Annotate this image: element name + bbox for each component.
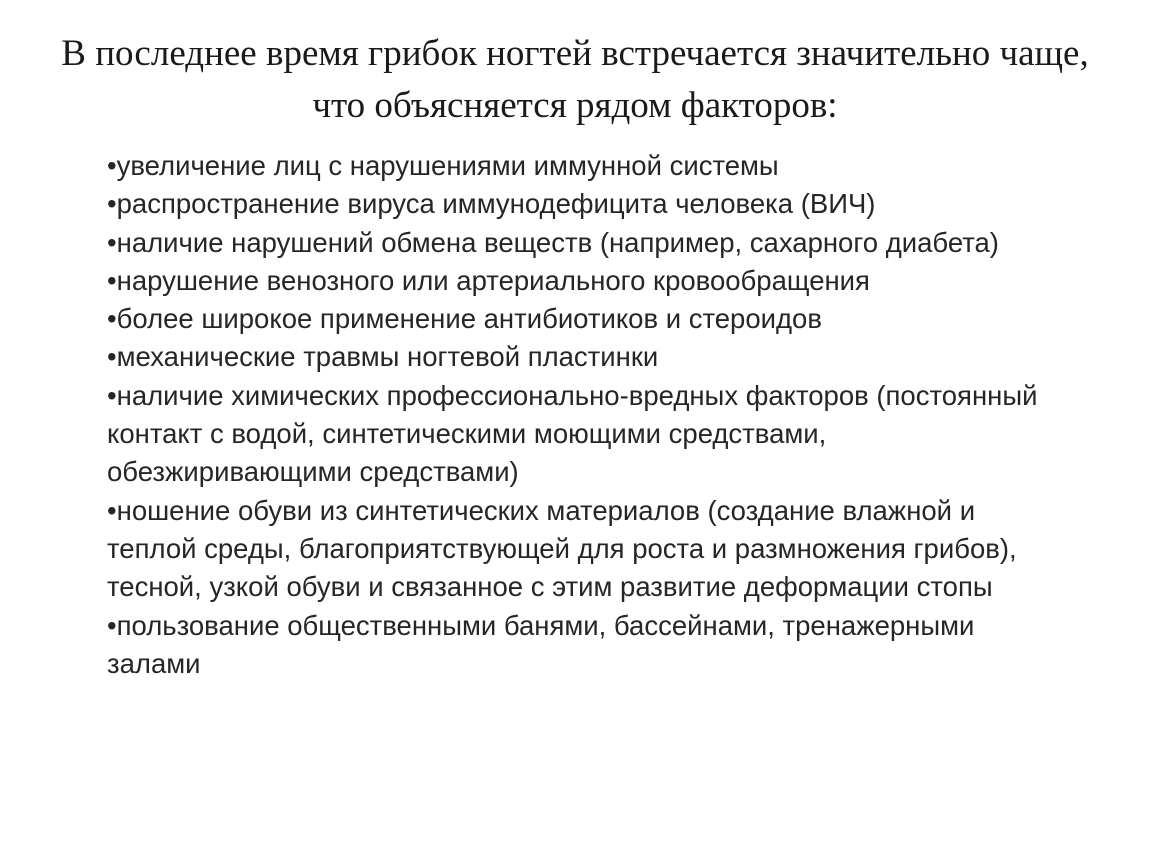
list-item: •распространение вируса иммунодефицита человека (ВИЧ) <box>107 188 876 220</box>
list-item: •пользование общественными банями, бассейнами, тренажерными залами <box>107 609 975 679</box>
slide-title: В последнее время грибок ногтей встречается значительно чаще, что объясняется рядом факторов: <box>61 33 1089 126</box>
list-item: •более широкое применение антибиотиков и стероидов <box>107 303 822 335</box>
list-item: •механические травмы ногтевой пластинки <box>107 341 659 373</box>
list-item: •ношение обуви из синтетических материалов (создание влажной и теплой среды, благоприятствующей для роста и размножения грибов), тесной, узкой обуви и связанное с этим развитие деформации стопы <box>107 494 1017 603</box>
list-item: •наличие нарушений обмена веществ (например, сахарного диабета) <box>107 226 999 258</box>
list-item: •увеличение лиц с нарушениями иммунной системы <box>107 150 779 181</box>
list-item: •нарушение венозного или артериального кровообращения <box>107 264 870 296</box>
factor-list <box>107 147 1067 683</box>
list-item: •наличие химических профессионально-вредных факторов (постоянный контакт с водой, синтетическими моющими средствами, обезжиривающими средствами) <box>107 379 1038 488</box>
